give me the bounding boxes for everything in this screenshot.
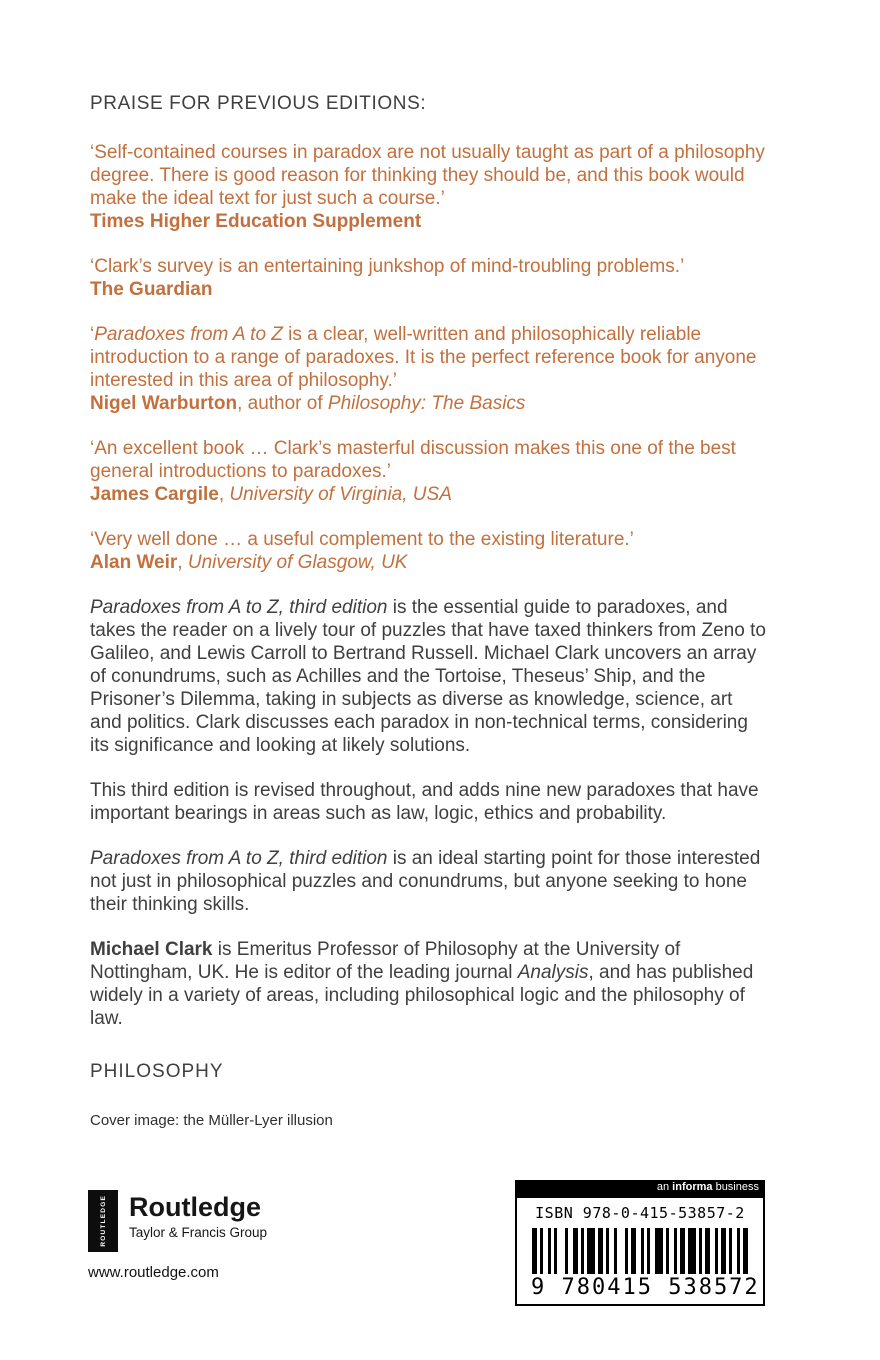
category-label: PHILOSOPHY <box>90 1061 224 1082</box>
description-paragraph: Paradoxes from A to Z, third edition is the essential guide to paradoxes, and takes the reader on a lively tour of puzzles that have taxed thinkers from Zeno to Galileo, and Lewis Carroll to Bertrand Russell. Michael Clark uncovers an array of conundrums, such as Achilles and the Tortoise, Theseus’ Ship, and the Prisoner’s Dilemma, taking in subjects as diverse as knowledge, science, art and politics. Clark discusses each paradox in non-technical terms, considering its significance and looking at likely solutions. <box>90 597 766 756</box>
footer <box>0 1180 880 1330</box>
author-bio-paragraph: Michael Clark is Emeritus Professor of Philosophy at the University of Nottingham, UK. He is editor of the leading journal Analysis, and has published widely in a variety of areas, including philosophical logic and the philosophy of law. <box>90 939 754 1029</box>
book-description <box>90 596 766 1030</box>
colophon-vertical-text: ROUTLEDGE <box>99 1195 107 1247</box>
publisher-wordmark <box>129 1190 267 1240</box>
quote-block <box>90 255 766 301</box>
quote-attribution: Times Higher Education Supplement <box>90 211 422 232</box>
isbn-label: ISBN 978-0-415-53857-2 <box>535 1204 745 1222</box>
barcode-box <box>515 1196 765 1306</box>
quote-block <box>90 437 766 506</box>
quote-text: ‘Self-contained courses in paradox are not usually taught as part of a philosophy degree. There is good reason for thinking they should be, and this book would make the ideal text for just such a course.’ <box>90 142 765 209</box>
informa-banner: an informa business <box>515 1180 765 1196</box>
publisher-group: Taylor & Francis Group <box>129 1225 268 1240</box>
routledge-colophon-logo <box>88 1190 118 1252</box>
quote-attribution: The Guardian <box>90 279 213 300</box>
quote-block <box>90 323 766 415</box>
quote-attribution: Nigel Warburton, author of Philosophy: The Basics <box>90 393 526 414</box>
quote-text: ‘Very well done … a useful complement to the existing literature.’ <box>90 529 634 550</box>
back-cover-text <box>90 92 766 1132</box>
quote-block <box>90 528 766 574</box>
quote-block <box>90 141 766 233</box>
quote-attribution: James Cargile, University of Virginia, USA <box>90 484 452 505</box>
quote-text: ‘An excellent book … Clark’s masterful discussion makes this one of the best general introductions to paradoxes.’ <box>90 438 736 482</box>
barcode-digits: 9 780415 538572 <box>531 1275 760 1300</box>
cover-image-note: Cover image: the Müller-Lyer illusion <box>90 1112 333 1129</box>
praise-header: PRAISE FOR PREVIOUS EDITIONS: <box>90 93 427 114</box>
quote-text: ‘Clark’s survey is an entertaining junkshop of mind-troubling problems.’ <box>90 256 685 277</box>
quote-attribution: Alan Weir, University of Glasgow, UK <box>90 552 408 573</box>
isbn-barcode-block <box>515 1180 765 1306</box>
quote-text: ‘Paradoxes from A to Z is a clear, well-written and philosophically reliable introduction to a range of paradoxes. It is the perfect reference book for anyone interested in this area of philosophy.’ <box>90 324 757 391</box>
publisher-name: Routledge <box>129 1192 261 1222</box>
publisher-block <box>88 1190 267 1281</box>
description-paragraph: Paradoxes from A to Z, third edition is an ideal starting point for those interested not just in philosophical puzzles and conundrums, but anyone seeking to hone their thinking skills. <box>90 848 761 915</box>
publisher-website: www.routledge.com <box>88 1264 219 1281</box>
description-paragraph: This third edition is revised throughout, and adds nine new paradoxes that have important bearings in areas such as law, logic, ethics and probability. <box>90 780 759 824</box>
